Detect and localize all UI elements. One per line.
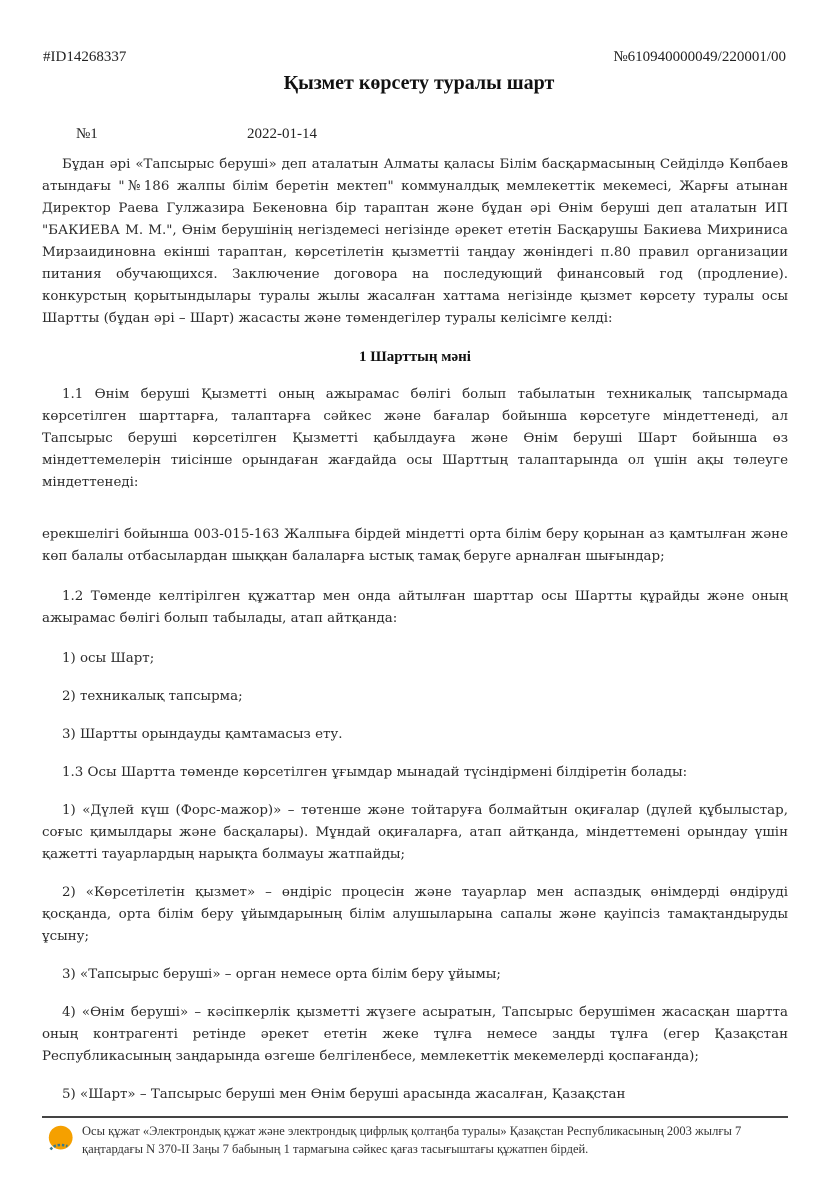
contract-date: 2022-01-14: [247, 126, 317, 142]
definition-item: 3) «Тапсырыс беруші» – орган немесе орта білім беру ұйымы;: [62, 967, 501, 982]
doc-list-item: 3) Шартты орындауды қамтамасыз ету.: [62, 727, 343, 742]
footer-notice: Осы құжат «Электрондық құжат және электрондық цифрлық қолтаңба туралы» Қазақстан Республикасының 2003 жылғы 7 қаңтардағы N 370-II Заңы 7 бабының 1 тармағына сәйкес қағаз тасығыштағы құжатпен бірдей.: [82, 1124, 742, 1156]
definition-item: 2) «Көрсетілетін қызмет» – өндіріс процесін және тауарлар мен аспаздық өнімдерді өндіруді қосқанда, орта білім беру ұйымдарының білім алушыларына сапалы және қауіпсіз тамақтандыруды ұсыну;: [42, 885, 788, 944]
registration-number: №610940000049/220001/00: [613, 49, 786, 65]
contract-number: №1: [76, 126, 98, 142]
clause-1-3: 1.3 Осы Шартта төменде көрсетілген ұғымдар мынадай түсіндірмені білдіретін болады:: [62, 765, 688, 780]
specification-paragraph: ерекшелігі бойынша 003-015-163 Жалпыға бірдей міндетті орта білім беру қорынан аз қамтылған және көп балалы отбасылардан шыққан балаларға ыстық тамақ беруге арналған шығындар;: [42, 527, 788, 564]
definition-item: 4) «Өнім беруші» – кәсіпкерлік қызметті жүзеге асыратын, Тапсырыс берушімен жасасқан шартта оның контрагенті ретінде әрекет ететін жеке тұлға немесе заңды тұлға (егер Қазақстан Республикасының заңдарында өзгеше белгіленбесе, мемлекеттік мекемелерді қоспағанда);: [42, 1005, 788, 1064]
document-title: Қызмет көрсету туралы шарт: [283, 72, 555, 94]
section-title: 1 Шарттың мәні: [359, 349, 471, 365]
definition-item: 1) «Дүлей күш (Форс-мажор)» – төтенше және тойтаруға болмайтын оқиғалар (дүлей құбылыстар, соғыс қимылдары және басқалары). Мұндай оқиғаларға, атап айтқанда, міндеттемені орындау үшін қажетті тауарлардың нарықта болмауы жатпайды;: [42, 803, 788, 862]
egov-sun-logo-icon: [42, 1124, 76, 1158]
definition-item: 5) «Шарт» – Тапсырыс беруші мен Өнім беруші арасында жасалған, Қазақстан: [62, 1087, 626, 1102]
doc-list-item: 1) осы Шарт;: [62, 651, 155, 666]
footer: [42, 1116, 788, 1158]
preamble-paragraph: Бұдан әрі «Тапсырыс беруші» деп аталатын Алматы қаласы Білім басқармасының Сейділдә Көпбаев атындағы "№186 жалпы білім беретін мектеп" коммуналдық мемлекеттік мекемесі, Жарғы атынан Директор Раева Гулжазира Бекеновна бір тараптан және бұдан әрі Өнім беруші деп аталатын ИП "БАКИЕВА М. М.", Өнім берушінің негіздемесі негізінде әрекет ететін Басқарушы Бакиева Михриниса Мирзаидиновна екінші тараптан, көрсетілетін қызметтіі таңдау жөніндегі п.80 правил организации питания обучающихся. Заключение договора на последующий финансовый год (продление). конкурстың қорытындылары туралы жылы жасалған хаттама негізінде қызмет көрсету туралы осы Шартты (бұдан әрі – Шарт) жасасты және төмендегілер туралы келісімге келді:: [42, 157, 788, 326]
clause-1-1: 1.1 Өнім беруші Қызметті оның ажырамас бөлігі болып табылатын техникалық тапсырмада көрсетілген шарттарға, талаптарға сәйкес және бағалар бойынша көрсетуге міндеттенеді, ал Тапсырыс беруші көрсетілген Қызметті қабылдауға және Өнім беруші Шарт бойынша өз міндеттемелерін тиісінше орындаған жағдайда осы Шарттың талаптарында ол үшін ақы төлеуге міндеттенеді:: [42, 387, 788, 490]
clause-1-2: 1.2 Төменде келтірілген құжаттар мен онда айтылған шарттар осы Шартты құрайды және оның ажырамас бөлігі болып табылады, атап айтқанда:: [42, 589, 788, 626]
document-id: #ID14268337: [43, 49, 127, 65]
doc-list-item: 2) техникалық тапсырма;: [62, 689, 243, 704]
document-body: [42, 154, 788, 1158]
